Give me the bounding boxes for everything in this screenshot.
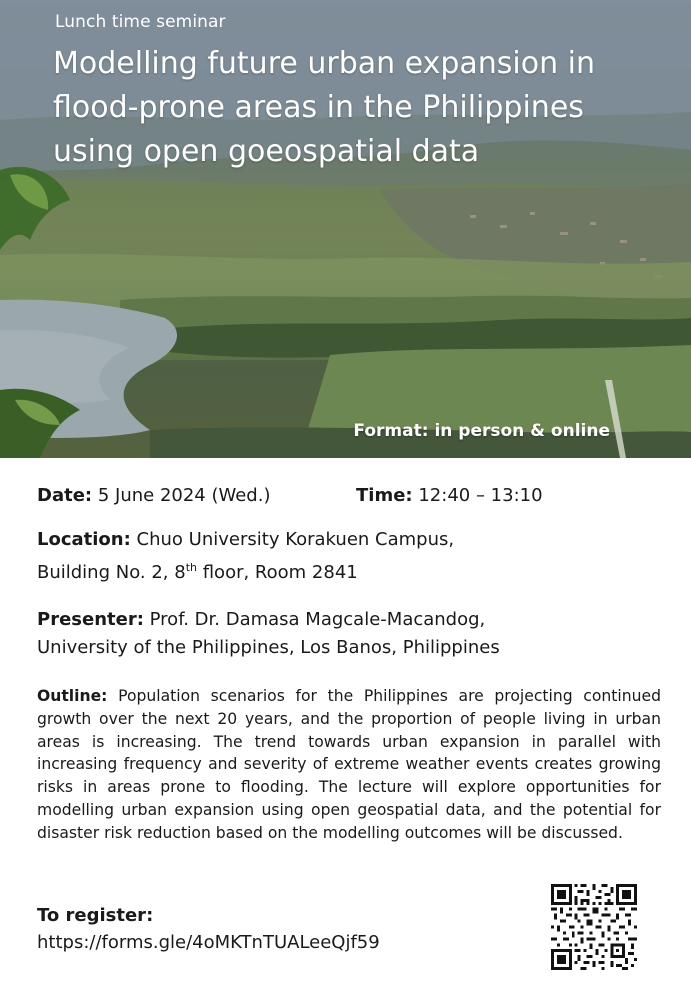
date-label: Date: — [37, 485, 93, 506]
location-room: floor, Room 2841 — [197, 562, 358, 583]
register-label: To register: — [37, 905, 154, 926]
seminar-kicker: Lunch time seminar — [55, 12, 226, 32]
format-label: Format: in person & online — [353, 421, 610, 441]
location-line-1 — [37, 526, 454, 554]
presenter-affiliation: University of the Philippines, Los Banos, Philippines — [37, 637, 500, 658]
seminar-title: Modelling future urban expansion in flood-prone areas in the Philippines using open goeospatial data — [53, 46, 596, 169]
time-label: Time: — [356, 485, 413, 506]
location-building: Building No. 2, 8 — [37, 562, 186, 583]
location-value: Chuo University Korakuen Campus, — [136, 529, 455, 550]
qr-code-icon[interactable] — [551, 884, 637, 970]
date-value: 5 June 2024 (Wed.) — [97, 485, 271, 506]
time-value: 12:40 – 13:10 — [418, 485, 543, 506]
outline-text: Population scenarios for the Philippines are projecting continued growth over the next 20 years, and the proportion of people living in urban areas is increasing. The trend towards urban expansion in parallel with increasing frequency and severity of extreme weather events creates growing risks in areas prone to flooding. The lecture will explore opportunities for modelling urban expansion using open geospatial data, and the potential for disaster risk reduction based on the modelling outcomes will be discussed. — [37, 687, 661, 842]
register-url[interactable]: https://forms.gle/4oMKTnTUALeeQjf59 — [37, 932, 380, 953]
location-line-2 — [37, 554, 358, 587]
location-floor-suffix: th — [185, 561, 197, 574]
hero-photo — [0, 0, 691, 458]
time-row — [356, 482, 543, 510]
outline-label: Outline: — [37, 687, 108, 705]
presenter-line-1 — [37, 606, 485, 634]
outline-paragraph — [37, 685, 661, 845]
presenter-label: Presenter: — [37, 609, 144, 630]
presenter-name: Prof. Dr. Damasa Magcale-Macandog, — [149, 609, 486, 630]
date-row — [37, 482, 270, 510]
location-label: Location: — [37, 529, 131, 550]
